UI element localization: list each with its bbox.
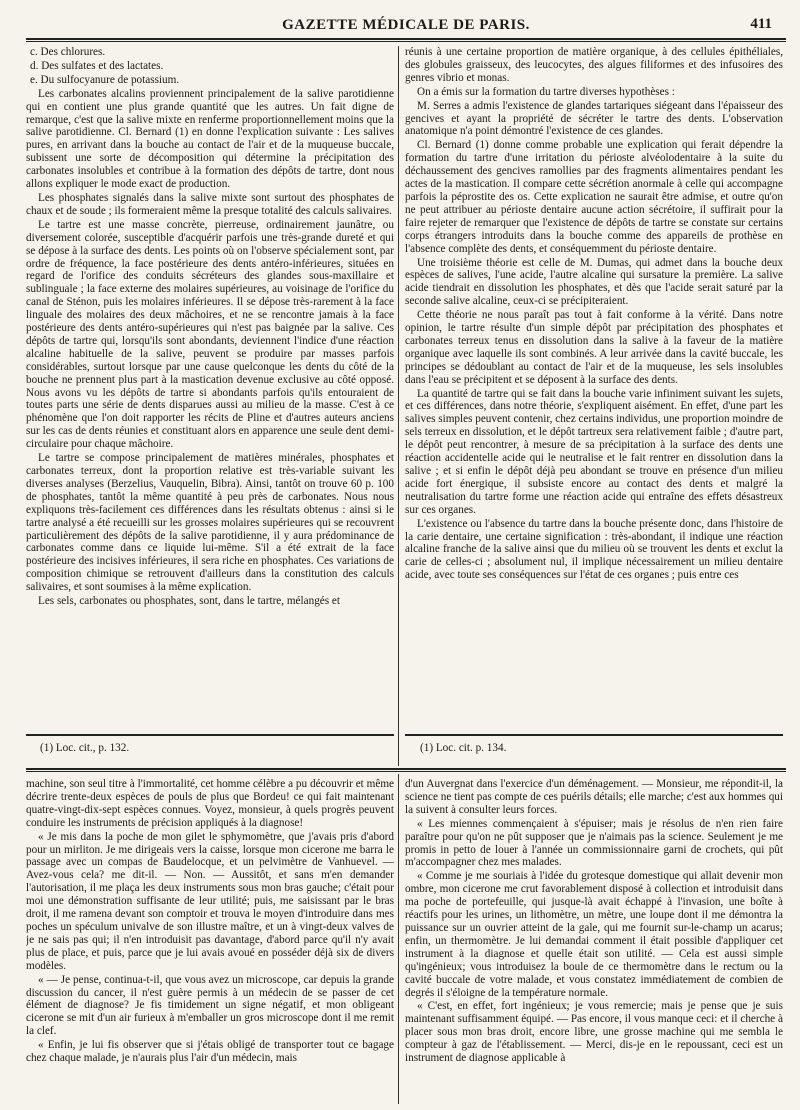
paragraph: L'existence ou l'absence du tartre dans la bouche présente donc, dans l'histoire de la carie dentaire, une certaine signification : très-abondant, il indique une réaction alcaline franche de la salive ainsi que du milieu où se trouvent les dents et exclut la carie de celles-ci ; absolument nul, il implique nécessairement un milieu dentaire acide, avec toute ses conséquences sur l'état de ces organes ; puis entre ces xyxy=(405,517,783,582)
list-item: c. Des chlorures. xyxy=(30,46,106,58)
journal-title: GAZETTE MÉDICALE DE PARIS. xyxy=(282,16,530,33)
paragraph: « — Je pense, continua-t-il, que vous avez un microscope, car depuis la grande discussion du cancer, il n'est guère permis à un médecin de se passer de cet élément de diagnose? Je fis timidement un signe négatif, et mon obligeant cicerone se mit d'un air furieux à m'emballer un gros microscope dont il me remit la clef. xyxy=(26,973,394,1038)
header-rule xyxy=(26,38,786,40)
section-rule-thin xyxy=(26,771,786,772)
paragraph: « Enfin, je lui fis observer que si j'étais obligé de transporter tout ce bagage chez chaque malade, je n'aurais plus l'air d'un médecin, mais xyxy=(26,1039,394,1065)
paragraph: On a émis sur la formation du tartre diverses hypothèses : xyxy=(417,85,675,98)
paragraph: « C'est, en effet, fort ingénieux; je vous remercie; mais je pense que je suis maintenant suffisamment équipé. — Pas encore, il vous manque ceci: et il cherche à placer sous mon bras droit, encore libre, une grosse machine qui me sembla le compteur à gaz de l'établissement. — Merci, dis-je en le repoussant, ceci est un instrument de diagnose applicable à xyxy=(405,1000,783,1065)
feuilleton-column-left xyxy=(26,778,394,1104)
paragraph: M. Serres a admis l'existence de glandes tartariques siégeant dans l'épaisseur des gencives et ayant la propriété de sécréter le tartre des dents. L'observation anatomique n'a point démontré l'existence de ces glandes. xyxy=(405,99,783,138)
paragraph: « Les miennes commençaient à s'épuiser; mais je résolus de n'en rien faire paraître pour qu'on ne pût supposer que je n'aimais pas la science. Seulement je me promis in petto de louer à l'année un commissionnaire garni de crochets, qui pût m'accompagner chez mes malades. xyxy=(405,817,783,869)
paragraph: Cette théorie ne nous paraît pas tout à fait conforme à la vérité. Dans notre opinion, le tartre résulte d'un simple dépôt par précipitation des phosphates et carbonates terreux tenus en dissolution dans la salive à la faveur de la matière organique avec laquelle ils sont combinés. A leur arrivée dans la cavité buccale, les principes se dédoublant au contact de l'air et de la muqueuse, les sels insolubles dans l'eau se précipitent et se déposent à la surface des dents. xyxy=(405,309,783,386)
paragraph: « Je mis dans la poche de mon gilet le sphymomètre, que j'avais pris d'abord pour un mirliton. Je me dirigeais vers la caisse, lorsque mon cicerone me barra le passage avec un compas de Baudelocque, et un pelvimètre de Vanhuevel. — Avez-vous cela? me dit-il. — Non. — Aussitôt, et sans m'en demander l'autorisation, il me plaça les deux instruments sous mon bras gauche; c'était pour moi une démonstration suffisante de leur utilité; puis, me saisissant par le bras droit, il me ramena devant son comptoir et trouva le moyen d'introduire dans mes poches un spéculum univalve de son illustre maître, et un à vingt-deux valves de je ne sais pas qui; il n'en introduisit pas davantage, d'abord parce qu'il n'y avait plus de place, et puis, parce que je lui avais avoué en posséder déjà six de divers modèles. xyxy=(26,830,394,972)
paragraph: réunis à une certaine proportion de matière organique, à des cellules épithéliales, des globules graisseux, des leucocytes, des algues filiformes et des infusoires des genres vibrio et monas. xyxy=(405,46,783,84)
page-header xyxy=(26,12,786,38)
article-column-right xyxy=(405,46,783,726)
paragraph: « Comme je me souriais à l'idée du grotesque domestique qui allait devenir mon ombre, mon cicerone me crut favorablement disposé à collection et introduisit dans ma poche de portefeuille, qui jusque-là avait échappé à l'invasion, une boîte à réactifs pour les urines, un lithomètre, un mètre, une loupe dont il me démontra la puissance sur un ouvrier atteint de la gale, qui me fournit sur-le-champ un acarus; enfin, un thermomètre. Je lui demandai comment il était possible d'appliquer cet instrument à la diagnose et quelle était son utilité. — Cela est aussi simple qu'ingénieux; vous introduisez la boule de ce thermomètre dans le rectum ou la cavité buccale de votre malade, et vous constatez immédiatement de combien de degrés il s'éloigne de la température normale. xyxy=(405,870,783,999)
paragraph: La quantité de tartre qui se fait dans la bouche varie infiniment suivant les sujets, et ces différences, dans notre théorie, s'expliquent aisément. En effet, d'une part les salives simples peuvent contenir, chez certains individus, une proportion moindre de sels terreux en dissolution, et le dépôt tartreux sera relativement faible ; d'autre part, le dépôt peut rencontrer, à mesure de sa précipitation à la surface des dents une réaction accidentelle acide qui le neutralise et le fait rentrer en dissolution dans la salive ; et si enfin le dépôt déjà peu abondant se trouve en présence d'un milieu acide fort énergique, il subsiste encore au contact des dents et malgré la neutralisation du tartre forme une réaction acide qui entraîne des effets désastreux sur ces organes. xyxy=(405,387,783,516)
page-number: 411 xyxy=(750,16,772,32)
paragraph: Cl. Bernard (1) donne comme probable une explication qui ferait dépendre la formation du tartre d'une irritation du périoste alvéolodentaire à la suite du déchaussement des gencives ramollies par des fragments alimentaires pendant les actes de la mastication. Il compare cette sécrétion anormale à celle qui accompagne parfois la péprostite des os. Cette explication ne saurait être admise, et outre qu'on ne peut attribuer au périoste dentaire aucune action sécrétoire, il suffirait pour la faire rejeter de remarquer que l'existence de dépôts de tartre se constate sur certains corps étrangers introduits dans la bouche comme des appareils de prothèse en l'absence complète des dents, et conséquemment du périoste dentaire. xyxy=(405,139,783,255)
paragraph: Le tartre est une masse concrète, pierreuse, ordinairement jaunâtre, ou diversement colorée, susceptible d'acquérir parfois une très-grande dureté et qui se dépose à la surface des dents. Les points où on l'observe spécialement sont, par ordre de fréquence, la face postérieure des dents antéro-inférieures, situées en regard de l'orifice des conduits sécréteurs des glandes sous-maxillaire et sublinguale ; la face externe des molaires supérieures, au voisinage de l'orifice du canal de Sténon, puis les molaires inférieures. Il se dépose très-rarement à la face linguale des molaires des deux mâchoires, et ne se rencontre jamais à la face postérieure des dents antéro-supérieures qui n'est pas baignée par la salive. Ces dépôts de tartre qui, lorsqu'ils sont abondants, deviennent l'indice d'une réaction alcaline habituelle de la salive, peuvent se produire par masses parfois considérables, surtout lorsque par une cause quelconque les dents du côté de la bouche ne prennent plus part à la mastication devenue exclusive au côté opposé. Nous avons vu les dépôts de tartre si abondants parfois qu'ils entouraient de toutes parts une série de dents disparues aussi au milieu de la masse. C'est à ce phénomène que l'on doit rapporter les récits de Pline et d'autres auteurs anciens sur les cas de dents réunies et constituant alors en apparence une seule dent demi-circulaire pour chaque mâchoire. xyxy=(26,218,394,451)
footnote: (1) Loc. cit., p. 132. xyxy=(40,742,130,754)
paragraph: Le tartre se compose principalement de matières minérales, phosphates et carbonates terreux, dont la proportion relative est très-variable suivant les diverses analyses (Berzelius, Vauquelin, Bibra). Ainsi, tantôt on trouve 60 p. 100 de phosphates, tantôt la même quantité à peu près de carbonates. Nous nous expliquons très-facilement ces différences dans les résultats obtenus : ainsi si le tartre analysé a été recueilli sur les grosses molaires supérieures qui se recouvrent particulièrement des dépôts de la salive parotidienne, il y aura prédominance de carbonates comme dans ce liquide lui-même. S'il a été extrait de la face postérieure des incisives inférieures, il sera riche en phosphates. Ces variations de composition chimique se retrouvent d'ailleurs dans la constitution des calculs salivaires, et sont soumises à la même explication. xyxy=(26,452,394,594)
paragraph: Une troisième théorie est celle de M. Dumas, qui admet dans la bouche deux espèces de salives, l'une acide, l'autre alcaline qui sursature la première. La salive acide tiendrait en dissolution les phosphates, et dès que l'acide serait saturé par la seconde salive alcaline, ceux-ci se précipiteraient. xyxy=(405,256,783,308)
list-item: e. Du sulfocyanure de potassium. xyxy=(30,73,180,86)
footnote-rule xyxy=(405,734,783,736)
paragraph: machine, son seul titre à l'immortalité, cet homme célèbre a pu découvrir et même décrire trente-deux espèces de pouls de plus que Bordeu! ce qui fait maintenant quatre-vingt-dix-sept espèces connues. Voyez, monsieur, à quels progrès peuvent conduire les instruments de précision appliqués à la diagnose! xyxy=(26,778,394,829)
column-divider xyxy=(398,46,399,766)
column-divider xyxy=(398,774,399,1104)
footnote-rule xyxy=(26,734,394,736)
article-column-left xyxy=(26,46,394,726)
header-rule-thin xyxy=(26,41,786,42)
section-rule xyxy=(26,768,786,770)
paragraph: Les sels, carbonates ou phosphates, sont, dans le tartre, mélangés et xyxy=(38,595,340,608)
paragraph: Les phosphates signalés dans la salive mixte sont surtout des phosphates de chaux et de soude ; ils formeraient même la presque totalité des calculs salivaires. xyxy=(26,191,394,217)
paragraph: Les carbonates alcalins proviennent principalement de la salive parotidienne qui en contient une plus grande quantité que les autres. Un fait digne de remarque, c'est que la salive mixte en renferme proportionnellement moins que la salive parotidienne. Cl. Bernard (1) en donne l'explication suivante : Les salives pures, en arrivant dans la bouche au contact de l'air et de la muqueuse buccale, subissent une sorte de décomposition qui détermine la précipitation des carbonates insolubles et contribue à la formation des dépôts de tartre, dont nous allons expliquer le mode exact de production. xyxy=(26,87,394,191)
footnote: (1) Loc. cit. p. 134. xyxy=(420,742,507,754)
paragraph: d'un Auvergnat dans l'exercice d'un déménagement. — Monsieur, me répondit-il, la science ne tient pas compte de ces puérils détails; elle marche; c'est aux hommes qui la suivent à consulter leurs forces. xyxy=(405,778,783,816)
feuilleton-column-right xyxy=(405,778,783,1104)
list-item: d. Des sulfates et des lactates. xyxy=(30,59,164,72)
